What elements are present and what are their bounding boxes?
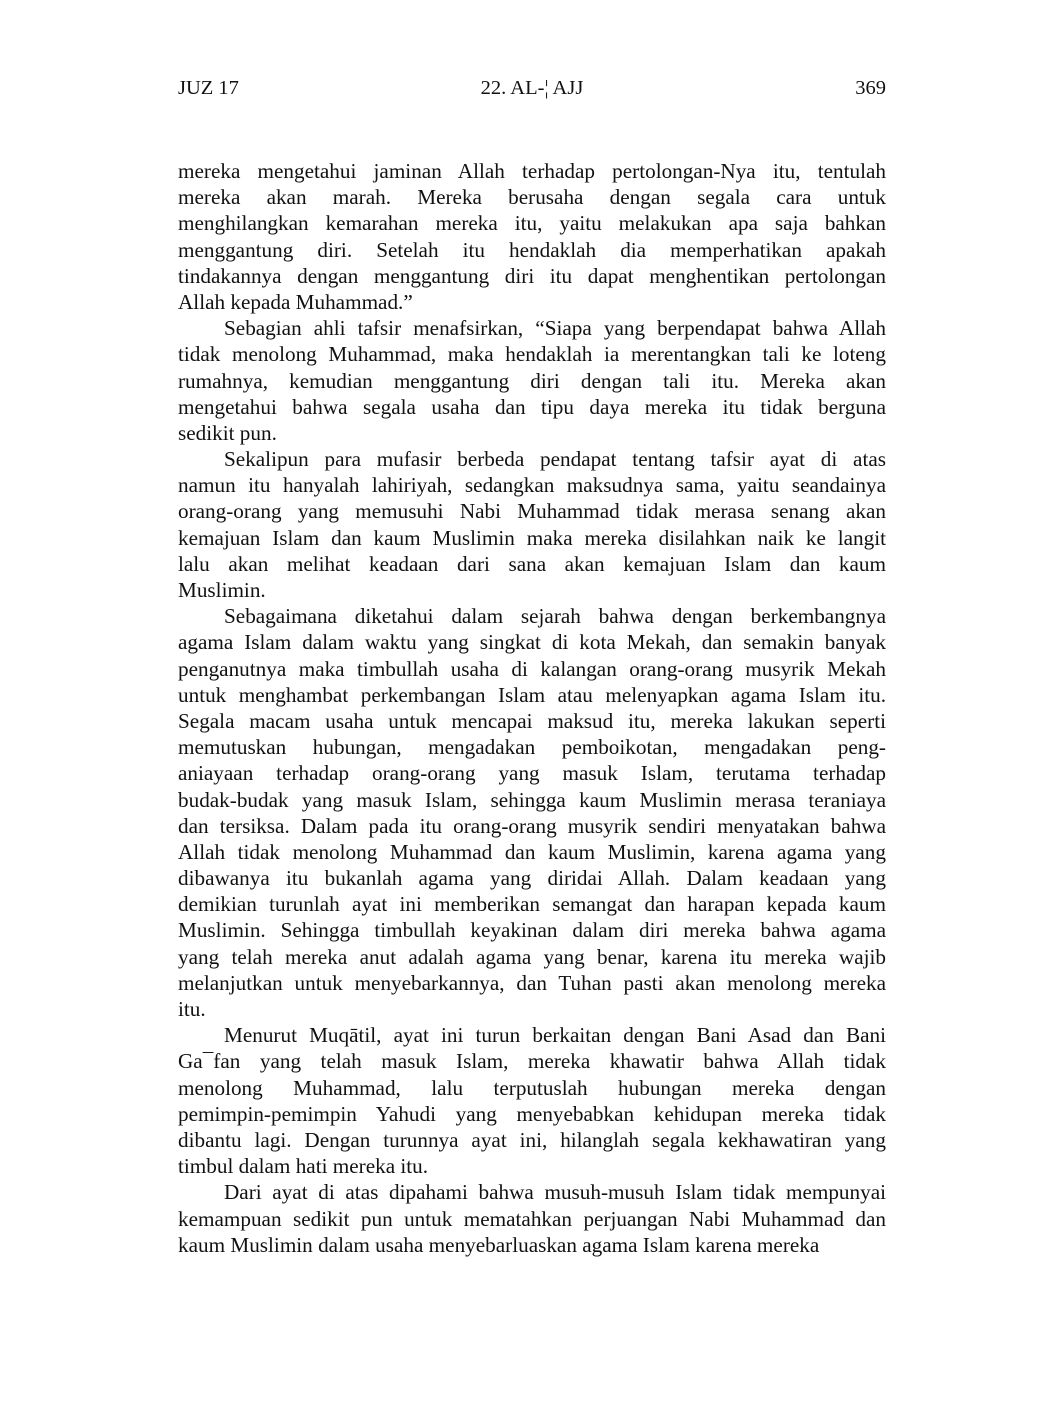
text-line: dibawanya itu bukanlah agama yang diridai Allah. Dalam keadaan yang: [178, 866, 886, 891]
text-line: tindakannya dengan menggantung diri itu dapat menghentikan pertolongan: [178, 263, 886, 288]
text-line: rumahnya, kemudian menggantung diri dengan tali itu. Mereka akan: [178, 368, 886, 393]
text-line: menghilangkan kemarahan mereka itu, yaitu melakukan apa saja bahkan: [178, 211, 886, 236]
text-line: Ga¯fan yang telah masuk Islam, mereka khawatir bahwa Allah tidak: [178, 1049, 886, 1074]
text-line: Allah tidak menolong Muhammad dan kaum Muslimin, karena agama yang: [178, 839, 886, 864]
text-line: sedikit pun.: [178, 420, 277, 445]
page-number: 369: [855, 77, 886, 99]
text-line: namun itu hanyalah lahiriyah, sedangkan maksudnya sama, yaitu seandainya: [178, 473, 886, 498]
text-line: mengetahui bahwa segala usaha dan tipu daya mereka itu tidak berguna: [178, 394, 886, 419]
text-line: demikian turunlah ayat ini memberikan semangat dan harapan kepada kaum: [178, 892, 886, 917]
text-line: untuk menghambat perkembangan Islam atau melenyapkan agama Islam itu.: [178, 682, 886, 707]
text-line: lalu akan melihat keadaan dari sana akan kemajuan Islam dan kaum: [178, 551, 886, 576]
text-line: dibantu lagi. Dengan turunnya ayat ini, hilanglah segala kekhawatiran yang: [178, 1127, 886, 1152]
text-line: orang-orang yang memusuhi Nabi Muhammad tidak merasa senang akan: [178, 499, 886, 524]
text-line: Segala macam usaha untuk mencapai maksud itu, mereka lakukan seperti: [178, 708, 886, 733]
paragraph: [178, 603, 886, 1022]
text-line: kaum Muslimin dalam usaha menyebarluaskan agama Islam karena mereka: [178, 1232, 820, 1257]
text-line: Muslimin.: [178, 578, 266, 602]
text-line: kemajuan Islam dan kaum Muslimin maka mereka disilahkan naik ke langit: [178, 525, 886, 550]
text-line: tidak menolong Muhammad, maka hendaklah ia merentangkan tali ke loteng: [178, 342, 886, 367]
surah-title: 22. AL-¦ AJJ: [480, 77, 584, 99]
paragraph: [178, 1179, 886, 1258]
paragraph: [178, 446, 886, 603]
juz-label: JUZ 17: [178, 77, 239, 99]
running-header: [178, 74, 886, 102]
text-line: Sebagaimana diketahui dalam sejarah bahwa dengan berkembangnya: [224, 604, 886, 629]
text-line: penganutnya maka timbullah usaha di kalangan orang-orang musyrik Mekah: [178, 656, 886, 681]
text-line: yang telah mereka anut adalah agama yang benar, karena itu mereka wajib: [178, 944, 886, 969]
text-line: menolong Muhammad, lalu terputuslah hubungan mereka dengan: [178, 1075, 886, 1100]
text-line: pemimpin-pemimpin Yahudi yang menyebabkan kehidupan mereka tidak: [178, 1101, 886, 1126]
text-line: budak-budak yang masuk Islam, sehingga kaum Muslimin merasa teraniaya: [178, 787, 886, 812]
text-line: dan tersiksa. Dalam pada itu orang-orang musyrik sendiri menyatakan bahwa: [178, 813, 886, 838]
body-text: [178, 158, 886, 1258]
text-line: Sekalipun para mufasir berbeda pendapat tentang tafsir ayat di atas: [224, 447, 886, 472]
text-line: Sebagian ahli tafsir menafsirkan, “Siapa yang berpendapat bahwa Allah: [224, 316, 886, 341]
paragraph: [178, 315, 886, 446]
text-line: melanjutkan untuk menyebarkannya, dan Tuhan pasti akan menolong mereka: [178, 970, 886, 995]
text-line: mereka akan marah. Mereka berusaha dengan segala cara untuk: [178, 185, 886, 210]
text-line: Menurut Muqātil, ayat ini turun berkaitan dengan Bani Asad dan Bani: [224, 1023, 886, 1048]
text-line: mereka mengetahui jaminan Allah terhadap pertolongan-Nya itu, tentulah: [178, 159, 886, 183]
text-line: Muslimin. Sehingga timbullah keyakinan dalam diri mereka bahwa agama: [178, 918, 886, 943]
text-line: Dari ayat di atas dipahami bahwa musuh-musuh Islam tidak mempunyai: [224, 1180, 886, 1205]
paragraph: [178, 158, 886, 315]
text-line: itu.: [178, 997, 206, 1021]
text-line: agama Islam dalam waktu yang singkat di kota Mekah, dan semakin banyak: [178, 630, 886, 655]
text-line: Allah kepada Muhammad.”: [178, 289, 413, 314]
paragraph: [178, 1022, 886, 1179]
text-line: menggantung diri. Setelah itu hendaklah dia memperhatikan apakah: [178, 237, 886, 262]
text-line: timbul dalam hati mereka itu.: [178, 1154, 429, 1179]
text-line: aniayaan terhadap orang-orang yang masuk Islam, terutama terhadap: [178, 761, 886, 786]
text-line: kemampuan sedikit pun untuk mematahkan perjuangan Nabi Muhammad dan: [178, 1206, 886, 1231]
text-line: memutuskan hubungan, mengadakan pemboikotan, mengadakan peng-: [178, 735, 886, 760]
